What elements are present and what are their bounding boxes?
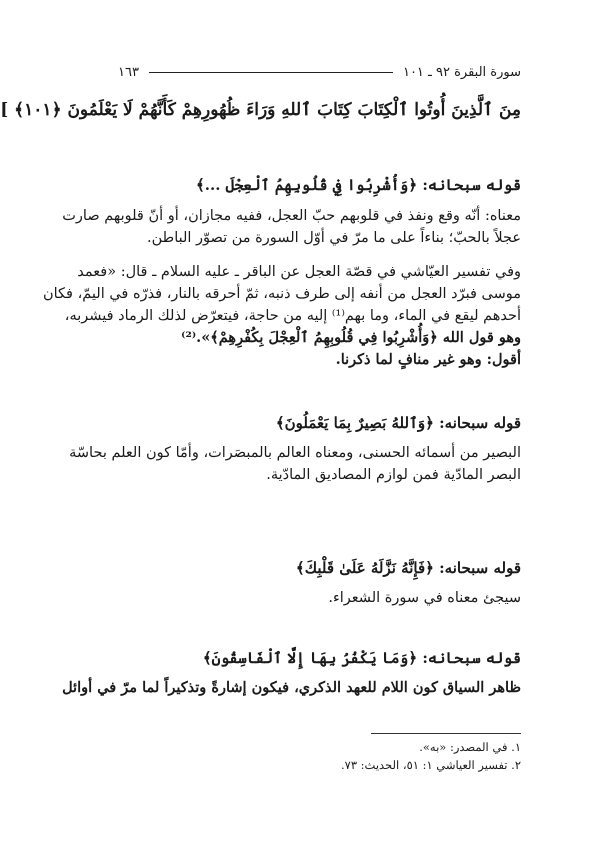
paragraph-line: البصير من أسمائه الحسنى، ومعناه العالم بالمبصَرات، وأمّا كون العلم بحاسّة	[69, 445, 521, 461]
paragraph-line: أحدهم ليقع في الماء، وما بهم⁽¹⁾ إليه من حاجة، فيتعرّض لذلك الرماد فيشربه،	[64, 308, 521, 324]
section-3	[69, 410, 521, 486]
paragraph-line: أقول: وهو غير منافٍ لما ذكرنا.	[335, 351, 521, 368]
section-4	[118, 555, 521, 609]
section-heading: قوله سبحانه: ﴿وَمَا يَكْفُرُ بِهَا إِلَّا ٱلْفَاسِقُونَ﴾	[202, 649, 521, 667]
verse-top: مِنَ ٱلَّذِينَ أُوتُوا ٱلْكِتَابَ كِتَابَ ٱللهِ وَرَاءَ ظُهُورِهِمْ كَأَنَّهُمْ لَا يَعْلَمُونَ ﴿١٠١﴾ ]	[0, 100, 521, 120]
page-number: ١٦٣	[118, 64, 139, 80]
paragraph-line: ظاهر السياق كون اللام للعهد الذكري، فيكون إشارةً وتذكيراً لما مرّ في أوائل	[62, 679, 521, 696]
header-rule	[149, 72, 393, 73]
footnote-rule	[371, 733, 521, 734]
paragraph-line: وهو قول الله ﴿وَأُشْرِبُوا فِي قُلُوبِهِمُ ٱلْعِجْلَ بِكُفْرِهِمْ﴾».⁽²⁾	[181, 329, 521, 346]
paragraph-line: عجلاً بالحبّ؛ بناءاً على ما مرّ في أوّل السورة من تصوّر الباطن.	[147, 230, 521, 246]
section-heading: قوله سبحانه: ﴿وَٱللهُ بَصِيرٌ بِمَا يَعْمَلُونَ﴾	[275, 414, 521, 432]
footnotes	[118, 738, 521, 774]
running-header	[118, 62, 521, 82]
section-1	[62, 172, 521, 249]
section-2	[42, 261, 521, 371]
paragraph-line: سيجئ معناه في سورة الشعراء.	[328, 590, 521, 606]
section-heading: قوله سبحانه: ﴿وَأُشْرِبُوا فِي قُلُوبِهِمُ ٱلْعِجْلَ ...﴾	[196, 176, 521, 194]
footnote: ١. في المصدر: «به».	[419, 740, 521, 754]
section-heading: قوله سبحانه: ﴿فَإِنَّهُ نَزَّلَهُ عَلَىٰ قَلْبِكَ﴾	[295, 559, 521, 577]
footnote: ٢. تفسير العياشي ١: ٥١، الحديث: ٧٣.	[340, 758, 521, 772]
paragraph-line: وفي تفسير العيّاشي في قصّة العجل عن الباقر ـ عليه السلام ـ قال: «فعمد	[77, 264, 521, 280]
paragraph-line: البصر المادّية فمن لوازم المصاديق المادّية.	[266, 467, 521, 483]
paragraph-line: موسى فبرّد العجل من أنفه إلى طرف ذنبه، ثمّ أحرقه بالنار، فذرّه في اليمّ، فكان	[42, 286, 521, 302]
section-5	[62, 645, 521, 699]
paragraph-line: معناه: أنّه وقع ونفذ في قلوبهم حبّ العجل، ففيه مجازان، أو أنّ قلوبهم صارت	[62, 208, 521, 224]
chapter-title: سورة البقرة ٩٢ ـ ١٠١	[402, 64, 521, 80]
verse-block	[0, 96, 521, 124]
